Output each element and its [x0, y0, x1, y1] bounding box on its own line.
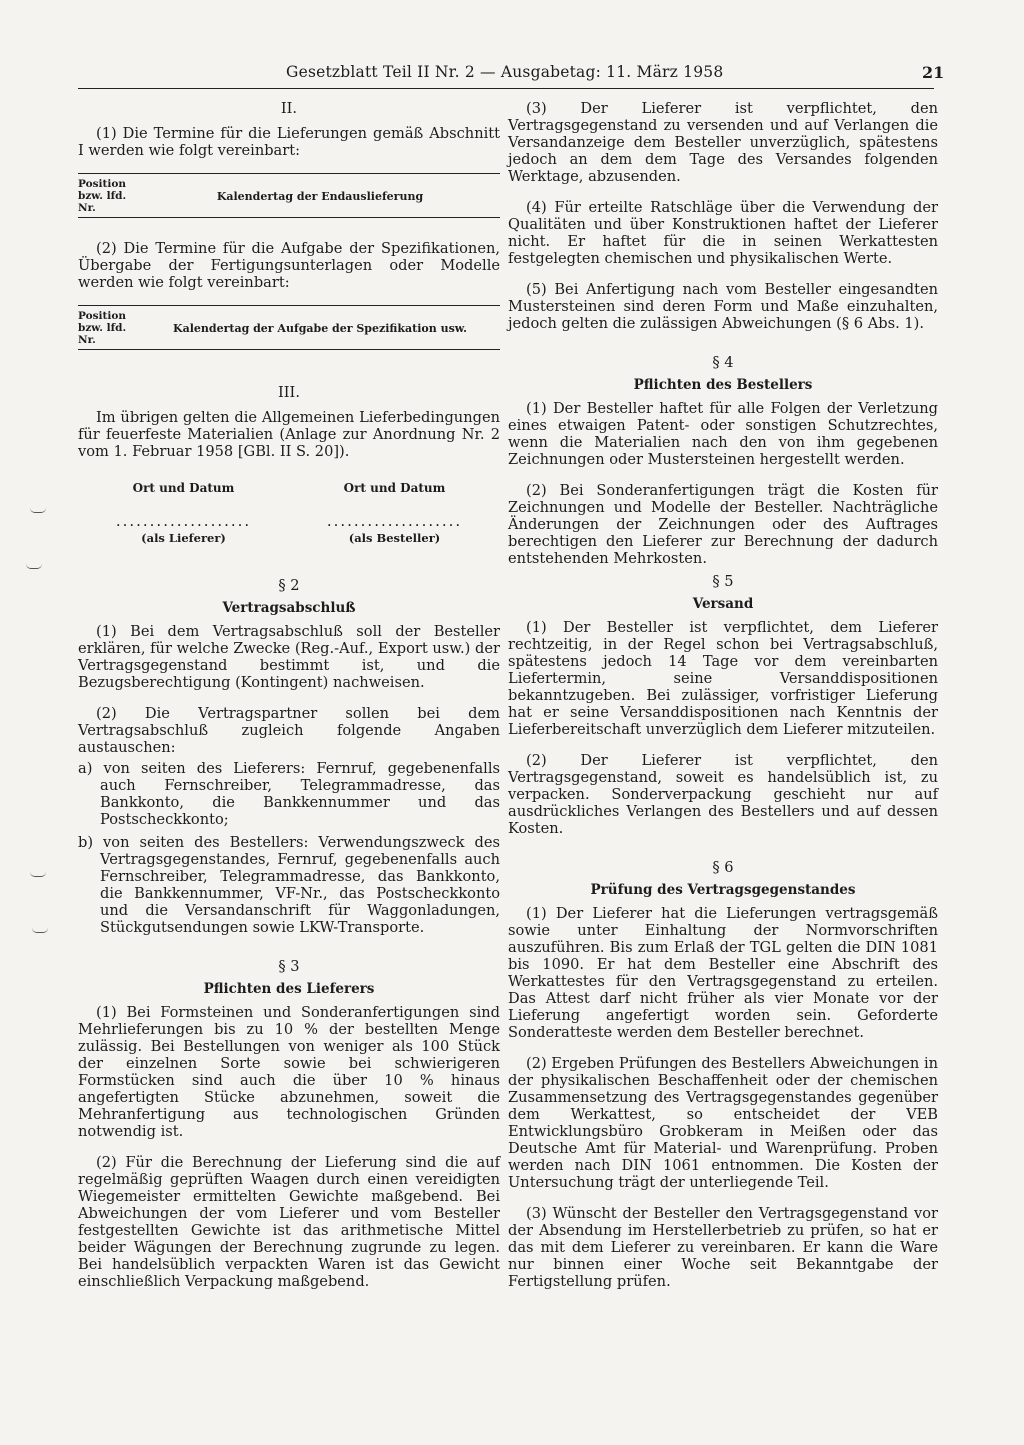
section-title: Pflichten des Lieferers [203, 981, 375, 997]
paragraph: (2) Bei Sonderanfertigungen trägt die Kosten für Zeichnungen und Modelle der Besteller. Nachträgliche Änderungen der Zeichnungen oder des Auftrages berechtigen den Lieferer zur Berechnung der dadurch entstehenden Mehrkosten. [508, 482, 938, 567]
signature-place-row [78, 480, 500, 497]
signature-role-label: (als Lieferer) [141, 531, 226, 545]
running-header: Gesetzblatt Teil II Nr. 2 — Ausgabetag: 11. März 1958 [286, 63, 724, 81]
paragraph: (1) Der Besteller haftet für alle Folgen der Verletzung eines etwaigen Patent- oder sonstigen Schutzrechtes, wenn die Materialien nach den von ihm gegebenen Zeichnungen oder Mustersteinen hergestellt werden. [508, 400, 938, 468]
paragraph: (1) Bei Formsteinen und Sonderanfertigungen sind Mehrlieferungen bis zu 10 % der bestellten Menge zulässig. Bei Bestellungen von weniger als 100 Stück der einzelnen Sorte sowie bei schwierigeren Formstücken sind auch die über 10 % hinaus angefertigten Stücke abzunehmen, soweit die Mehranfertigung aus technologischen Gründen notwendig ist. [78, 1004, 500, 1140]
section-number: § 2 [278, 577, 300, 594]
paragraph: (2) Ergeben Prüfungen des Bestellers Abweichungen in der physikalischen Beschaffenheit oder der chemischen Zusammensetzung des Vertragsgegenstandes gegenüber dem Werkattest, so entscheidet der VEB Entwicklungsbüro Grobkeram in Meißen oder das Deutsche Amt für Material- und Warenprüfung. Proben werden nach DIN 1061 entnommen. Die Kosten der Untersuchung trägt der unterliegende Teil. [508, 1055, 939, 1191]
paragraph: (5) Bei Anfertigung nach vom Besteller eingesandten Mustersteinen sind deren Form und Maße einzuhalten, jedoch gelten die zulässigen Abweichungen (§ 6 Abs. 1). [508, 281, 938, 332]
section-number: § 6 [712, 859, 734, 876]
signature-role-label: (als Besteller) [348, 531, 441, 545]
signature-place-label: Ort und Datum [132, 481, 235, 495]
margin-mark [26, 564, 42, 569]
signature-role-row [78, 530, 500, 547]
margin-mark [30, 508, 46, 513]
right-column [508, 100, 938, 1304]
section-number: § 5 [712, 573, 734, 590]
section-number: § 3 [278, 958, 300, 975]
paragraph: (4) Für erteilte Ratschläge über die Verwendung der Qualitäten und über Konstruktionen haftet der Lieferer nicht. Er haftet für die in seinen Werkattesten festgelegten chemischen und physikalischen Werte. [508, 199, 938, 267]
header-rule [78, 88, 934, 89]
paragraph: (3) Der Lieferer ist verpflichtet, den Vertragsgegenstand zu versenden und auf Verlangen die Versandanzeige dem Besteller unverzüglich, spätestens jedoch an dem dem Tage des Versandes folgenden Werktage, abzusenden. [508, 100, 938, 185]
list-item: b) von seiten des Bestellers: Verwendungszweck des Vertragsgegenstandes, Fernruf, gegebenenfalls auch Fernschreiber, Telegrammadresse, das Bankkonto, die Bankkennummer, VF-Nr., das Postscheckkonto und die Versandanschrift für Waggonladungen, Stückgutsendungen sowie LKW-Transporte. [78, 834, 500, 936]
paragraph: (1) Der Lieferer hat die Lieferungen vertragsgemäß sowie unter Einhaltung der Normvorschriften auszuführen. Bis zum Erlaß der TGL gelten die DIN 1081 bis 1090. Er hat dem Besteller eine Abschrift des Werkattestes für den Vertragsgegenstand zu erteilen. Das Attest darf nicht früher als vier Monate vor der Lieferung angefertigt worden sein. Geforderte Sonderatteste werden dem Besteller berechnet. [508, 905, 938, 1041]
section-roman-iii: III. [278, 384, 300, 401]
paragraph: Im übrigen gelten die Allgemeinen Lieferbedingungen für feuerfeste Materialien (Anlage zur Anordnung Nr. 2 vom 1. Februar 1958 [GBl. II S. 20]). [78, 409, 500, 460]
left-column [78, 100, 500, 1304]
paragraph: (1) Die Termine für die Lieferungen gemäß Abschnitt I werden wie folgt vereinbart: [78, 125, 500, 159]
table-header-date: Kalendertag der Endauslieferung [216, 189, 424, 203]
list-item: a) von seiten des Lieferers: Fernruf, gegebenenfalls auch Fernschreiber, Telegrammadresse, das Bankkonto, die Bankkennummer und das Postscheckkonto; [78, 760, 500, 828]
paragraph: (2) Die Vertragspartner sollen bei dem Vertragsabschluß zugleich folgende Angaben austauschen: [78, 705, 500, 756]
paragraph: (1) Der Besteller ist verpflichtet, dem Lieferer rechtzeitig, in der Regel schon bei Vertragsabschluß, spätestens jedoch 14 Tage vor dem vereinbarten Liefertermin, seine Versanddispositionen bekanntzugeben. Bei zulässiger, vorfristiger Lieferung hat er seine Versanddispositionen nach Kenntnis der Lieferbereitschaft unverzüglich dem Lieferer mitzuteilen. [508, 619, 938, 738]
section-title: Versand [692, 596, 754, 612]
section-title: Prüfung des Vertragsgegenstandes [590, 882, 856, 898]
section-roman-ii: II. [280, 100, 298, 117]
margin-mark [32, 928, 48, 933]
table-header-date: Kalendertag der Aufgabe der Spezifikation usw. [173, 321, 467, 335]
schedule-table-delivery [78, 173, 500, 218]
signature-line: .................... [115, 512, 252, 530]
table-header-position: Position bzw. lfd. Nr. [78, 178, 127, 214]
page-number: 21 [922, 63, 945, 82]
signature-lines [78, 513, 500, 530]
paragraph: (3) Wünscht der Besteller den Vertragsgegenstand vor der Absendung im Herstellerbetrieb zu prüfen, so hat er das mit dem Lieferer zu vereinbaren. Er kann die Ware nur binnen einer Woche seit Bekanntgabe der Fertigstellung prüfen. [508, 1205, 938, 1290]
table-header-position: Position bzw. lfd. Nr. [78, 310, 127, 346]
signature-place-label: Ort und Datum [343, 481, 446, 495]
schedule-table-specification [78, 305, 500, 350]
section-title: Pflichten des Bestellers [633, 377, 813, 393]
paragraph: (2) Für die Berechnung der Lieferung sind die auf regelmäßig geprüften Waagen durch einen vereidigten Wiegemeister ermittelten Gewichte maßgebend. Bei Abweichungen der vom Lieferer und vom Besteller festgestellten Gewichte ist das arithmetische Mittel beider Wägungen der Berechnung zugrunde zu legen. Bei handelsüblich verpackten Waren ist das Gewicht einschließlich Verpackung maßgebend. [78, 1154, 500, 1290]
signature-line: .................... [326, 512, 463, 530]
section-number: § 4 [712, 354, 734, 371]
margin-mark [30, 872, 46, 877]
paragraph: (1) Bei dem Vertragsabschluß soll der Besteller erklären, für welche Zwecke (Reg.-Auf., Export usw.) der Vertragsgegenstand bestimmt ist, und die Bezugsberechtigung (Kontingent) nachweisen. [78, 623, 500, 691]
paragraph: (2) Die Termine für die Aufgabe der Spezifikationen, Übergabe der Fertigungsunterlagen oder Modelle werden wie folgt vereinbart: [78, 240, 500, 291]
section-title: Vertragsabschluß [222, 600, 356, 616]
paragraph: (2) Der Lieferer ist verpflichtet, den Vertragsgegenstand, soweit es handelsüblich ist, zu verpacken. Sonderverpackung geschieht nur auf ausdrückliches Verlangen des Bestellers und auf dessen Kosten. [508, 752, 938, 837]
